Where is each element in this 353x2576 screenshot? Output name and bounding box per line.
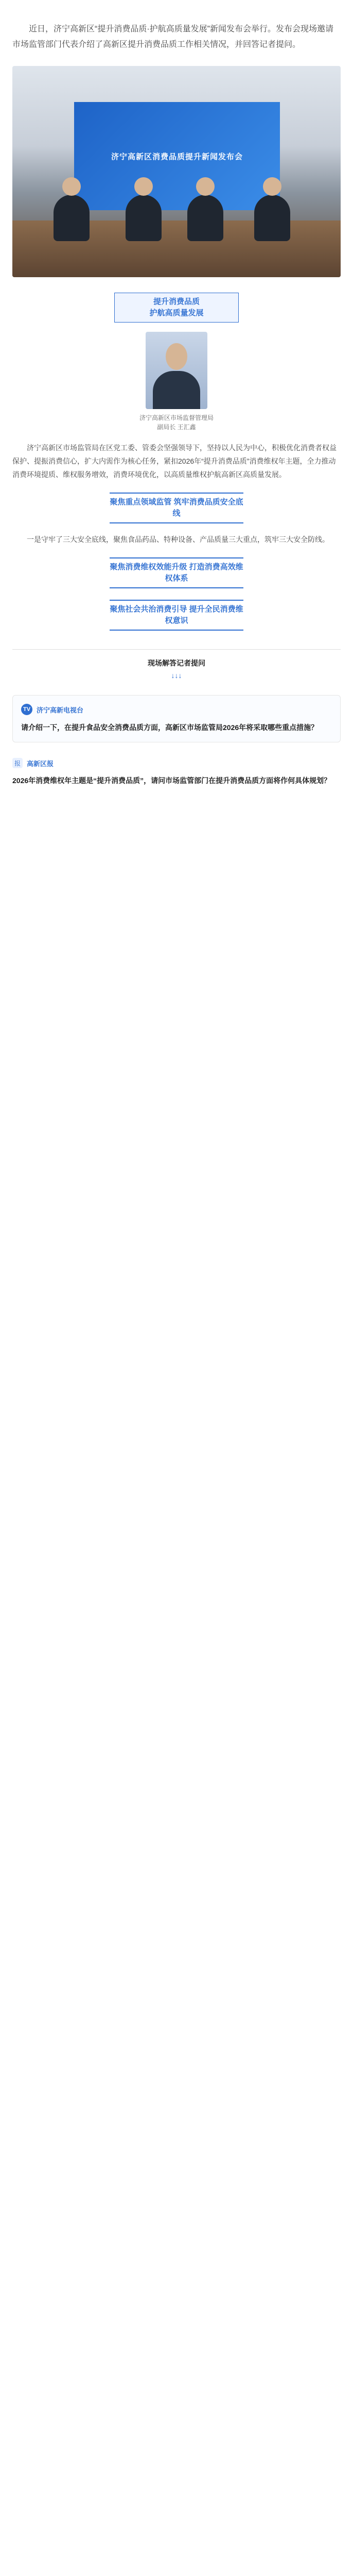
- report-block-2: [12, 758, 341, 787]
- intro-text: 近日，济宁高新区“提升消费品质·护航高质量发展”新闻发布会举行。发布会现场邀请市场监管部门代表介绍了高新区提升消费品质工作相关情况，并回答记者提问。: [12, 25, 333, 49]
- section1-title: [114, 293, 239, 323]
- hero-person-4: [254, 195, 290, 241]
- report-block-1: [12, 695, 341, 742]
- paragraph-1: 济宁高新区市场监管局在区党工委、管委会坚强领导下，坚持以人民为中心，积极优化消费者权益保护、提振消费信心，扩大内需作为核心任务，紧扣2026年“提升消费品质”消费维权年主题，全力推动消费环境提质、维权服务增效，消费环境优化，以高质量维权护航高新区高质量发展。: [12, 444, 337, 479]
- section1-title-line2: 护航高质量发展: [149, 309, 204, 317]
- report2-question: 2026年消费维权年主题是“提升消费品质”，请问市场监管部门在提升消费品质方面将作何具体规划？: [12, 776, 331, 785]
- highlight-title-1: 聚焦重点领域监管 筑牢消费品质安全底线: [110, 493, 243, 523]
- portrait-photo: [146, 332, 207, 409]
- newspaper-icon: 报: [12, 758, 23, 768]
- paragraph-2: 一是守牢了三大安全底线，聚焦食品药品、特种设备、产品质量三大重点，筑牢三大安全防线。: [27, 535, 329, 544]
- highlight-title-3: 聚焦社会共治消费引导 提升全民消费维权意识: [110, 600, 243, 631]
- badge-text: 高新区报: [27, 759, 54, 768]
- hero-person-2: [126, 195, 162, 241]
- report1-name: 济宁高新电视台: [37, 706, 84, 714]
- highlight-title-2: 聚焦消费维权效能升级 打造消费高效维权体系: [110, 557, 243, 588]
- report1-question: 请介绍一下，在提升食品安全消费品质方面，高新区市场监管局2026年将采取哪些重点措施？: [21, 723, 319, 732]
- hero-photo: [12, 66, 341, 277]
- hero-screen-text: 济宁高新区消费品质提升新闻发布会: [111, 152, 243, 161]
- portrait-card: [135, 332, 218, 432]
- report-head-1: [21, 704, 332, 715]
- section1-title-line1: 提升消费品质: [153, 297, 200, 306]
- hero-person-3: [187, 195, 223, 241]
- tv-logo-icon: TV: [21, 704, 32, 715]
- portrait-caption: [135, 413, 218, 432]
- hero-screen: [74, 102, 280, 210]
- portrait-caption-line2: 副局长 王汇鑫: [157, 423, 196, 431]
- badge-row: [12, 758, 341, 768]
- hero-person-1: [54, 195, 90, 241]
- qa-band-title: 现场解答记者提问: [12, 649, 341, 668]
- portrait-caption-line1: 济宁高新区市场监督管理局: [139, 414, 214, 421]
- qa-band-arrows: ↓↓↓: [171, 671, 182, 680]
